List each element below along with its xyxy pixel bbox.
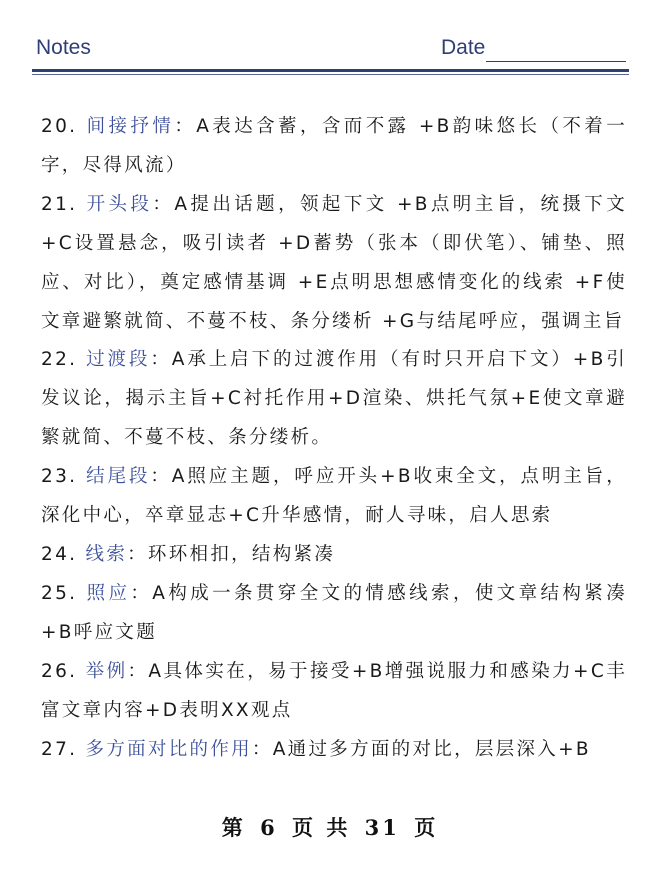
item-term: 过渡段 bbox=[86, 349, 151, 371]
note-item bbox=[41, 731, 627, 770]
notes-label: Notes bbox=[36, 36, 91, 59]
footer-suffix: 页 bbox=[414, 815, 439, 840]
item-text: ：A通过多方面的对比，层层深入+B bbox=[251, 738, 591, 760]
note-item bbox=[41, 536, 627, 575]
item-text: ：A表达含蓄，含而不露 +B韵味悠长（不着一字，尽得风流） bbox=[41, 116, 627, 176]
note-item bbox=[41, 653, 627, 731]
page-header bbox=[0, 0, 660, 80]
total-page-number: 31 bbox=[364, 815, 400, 840]
header-rule-thin bbox=[32, 74, 629, 75]
item-term: 结尾段 bbox=[86, 466, 151, 488]
item-number: 20. bbox=[41, 116, 78, 137]
item-number: 22. bbox=[41, 349, 78, 371]
item-number: 25. bbox=[41, 582, 78, 604]
item-term: 多方面对比的作用 bbox=[85, 738, 252, 760]
page-footer bbox=[0, 812, 660, 842]
date-label: Date bbox=[441, 36, 486, 59]
note-item bbox=[41, 186, 627, 342]
note-item bbox=[41, 108, 627, 186]
item-number: 24. bbox=[41, 543, 78, 565]
item-text: ：A照应主题，呼应开头+B收束全文，点明主旨，深化中心，卒章显志+C升华感情，耐人寻味，启人思索 bbox=[41, 466, 628, 527]
item-number: 23. bbox=[41, 466, 78, 488]
item-term: 举例 bbox=[85, 660, 128, 682]
item-term: 线索 bbox=[85, 543, 128, 565]
item-term: 间接抒情 bbox=[86, 116, 175, 137]
footer-prefix: 第 bbox=[221, 815, 246, 840]
note-item bbox=[41, 341, 627, 458]
item-text: ：环环相扣，结构紧凑 bbox=[127, 543, 336, 565]
item-text: ：A具体实在，易于接受+B增强说服力和感染力+C丰富文章内容+D表明XX观点 bbox=[41, 660, 627, 721]
notes-content bbox=[41, 108, 627, 769]
item-term: 开头段 bbox=[86, 193, 153, 215]
date-underline bbox=[486, 61, 626, 62]
item-term: 照应 bbox=[86, 582, 131, 604]
current-page-number: 6 bbox=[260, 815, 278, 840]
note-item bbox=[41, 458, 627, 536]
note-item bbox=[41, 575, 627, 653]
item-number: 21. bbox=[41, 193, 78, 215]
item-text: ：A提出话题，领起下文 +B点明主旨，统摄下文 +C设置悬念，吸引读者 +D蓄势（张本（即伏笔）、铺垫、照应、对比），奠定感情基调 +E点明思想感情变化的线索 +F使文章避繁就简、不蔓不枝、条分缕析 +G与结尾呼应，强调主旨 bbox=[41, 193, 628, 332]
footer-middle: 页 共 bbox=[292, 815, 351, 840]
item-number: 27. bbox=[41, 738, 78, 760]
item-number: 26. bbox=[41, 660, 78, 682]
item-text: ：A构成一条贯穿全文的情感线索，使文章结构紧凑+B呼应文题 bbox=[41, 582, 627, 643]
header-rule-thick bbox=[32, 69, 629, 72]
item-text: ：A承上启下的过渡作用（有时只开启下文）+B引发议论，揭示主旨+C衬托作用+D渲染、烘托气氛+E使文章避繁就简、不蔓不枝、条分缕析。 bbox=[41, 349, 628, 449]
